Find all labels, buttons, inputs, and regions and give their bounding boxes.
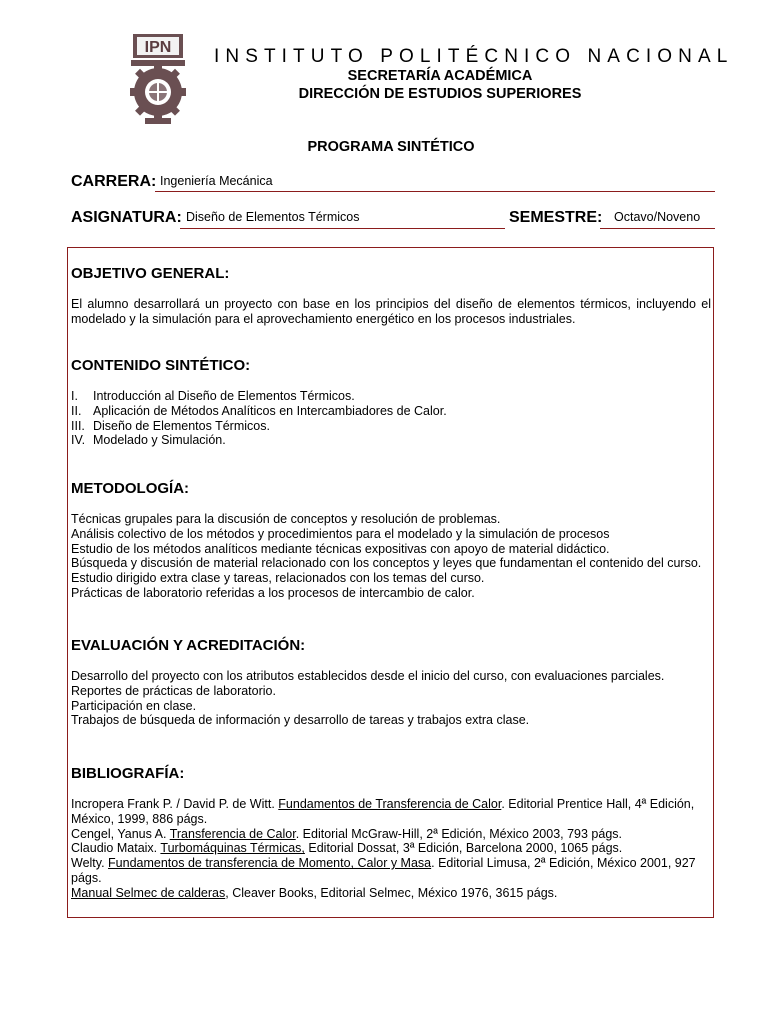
list-item: Técnicas grupales para la discusión de conceptos y resolución de problemas. xyxy=(71,512,501,526)
list-item: Prácticas de laboratorio referidas a los procesos de intercambio de calor. xyxy=(71,585,475,600)
metodologia-heading: METODOLOGÍA: xyxy=(71,480,190,497)
semestre-label: SEMESTRE: xyxy=(509,209,603,226)
list-item: Desarrollo del proyecto con los atributos establecidos desde el inicio del curso, con evaluaciones parciales. xyxy=(71,669,665,683)
document-title: PROGRAMA SINTÉTICO xyxy=(307,139,475,155)
institution-name: INSTITUTO POLITÉCNICO NACIONAL xyxy=(214,46,734,67)
list-item: IV. Modelado y Simulación. xyxy=(71,433,226,448)
list-item: Reportes de prácticas de laboratorio. xyxy=(71,683,276,698)
asignatura-label: ASIGNATURA: xyxy=(71,209,182,226)
book-title: Fundamentos de Transferencia de Calor xyxy=(278,797,502,811)
bibliography-entry: Welty. Fundamentos de transferencia de Momento, Calor y Masa. Editorial Limusa, 2ª Edición, México 2001, 927 págs. xyxy=(71,856,696,885)
carrera-label: CARRERA: xyxy=(71,173,157,190)
list-item: I. Introducción al Diseño de Elementos Térmicos. xyxy=(71,389,355,403)
evaluacion-list xyxy=(71,669,664,728)
metodologia-list xyxy=(71,512,701,601)
bibliography-entry: Incropera Frank P. / David P. de Witt. Fundamentos de Transferencia de Calor. Editorial Prentice Hall, 4ª Edición, México, 1999, 886 págs. xyxy=(71,797,695,826)
bibliography-entry: Cengel, Yanus A. Transferencia de Calor. Editorial McGraw-Hill, 2ª Edición, México 2003, 793 págs. xyxy=(71,826,622,841)
semestre-underline xyxy=(600,228,715,229)
book-title: Turbomáquinas Térmicas, xyxy=(160,841,305,856)
list-item: Participación en clase. xyxy=(71,698,197,713)
book-title: Fundamentos de transferencia de Momento, Calor y Masa xyxy=(108,856,432,871)
list-item: Búsqueda y discusión de material relacionado con los conceptos y leyes que fundamentan el contenido del curso. xyxy=(71,556,702,571)
book-title: Transferencia de Calor xyxy=(169,826,296,841)
list-item: II. Aplicación de Métodos Analíticos en Intercambiadores de Calor. xyxy=(71,403,447,418)
objetivo-text: El alumno desarrollará un proyecto con base en los principios del diseño de elementos térmicos, incluyendo el modelado y la simulación para el aprovechamiento energético en los procesos industriales. xyxy=(71,297,711,326)
evaluacion-heading: EVALUACIÓN Y ACREDITACIÓN: xyxy=(71,637,306,654)
semestre-value: Octavo/Noveno xyxy=(614,210,701,224)
bibliography-entry: Manual Selmec de calderas, Cleaver Books, Editorial Selmec, México 1976, 3615 págs. xyxy=(71,885,558,900)
carrera-underline xyxy=(155,191,715,192)
list-item: Estudio de los métodos analíticos mediante técnicas expositivas con apoyo de material didáctico. xyxy=(71,541,610,556)
svg-text:IPN: IPN xyxy=(144,39,172,56)
list-item: Trabajos de búsqueda de información y desarrollo de tareas y trabajos extra clase. xyxy=(71,713,530,728)
bibliography-entry: Claudio Mataix. Turbomáquinas Térmicas, Editorial Dossat, 3ª Edición, Barcelona 2000, 1065 págs. xyxy=(71,841,623,856)
asignatura-value: Diseño de Elementos Térmicos xyxy=(186,210,360,224)
bibliografia-heading: BIBLIOGRAFÍA: xyxy=(71,765,185,782)
secretaria-title: SECRETARÍA ACADÉMICA xyxy=(347,68,533,84)
contenido-list xyxy=(71,389,447,448)
asignatura-underline xyxy=(180,228,505,229)
list-item: Estudio dirigido extra clase y tareas, relacionados con los temas del curso. xyxy=(71,571,485,586)
list-item: III. Diseño de Elementos Térmicos. xyxy=(71,418,270,433)
carrera-value: Ingeniería Mecánica xyxy=(160,174,273,188)
bibliografia-list xyxy=(71,797,711,901)
book-title: Manual Selmec de calderas xyxy=(71,885,226,900)
objetivo-heading: OBJETIVO GENERAL: xyxy=(71,265,230,282)
direccion-title: DIRECCIÓN DE ESTUDIOS SUPERIORES xyxy=(298,86,582,102)
contenido-heading: CONTENIDO SINTÉTICO: xyxy=(71,357,251,374)
list-item: Análisis colectivo de los métodos y procedimientos para el modelado y la simulación de procesos xyxy=(71,526,610,541)
